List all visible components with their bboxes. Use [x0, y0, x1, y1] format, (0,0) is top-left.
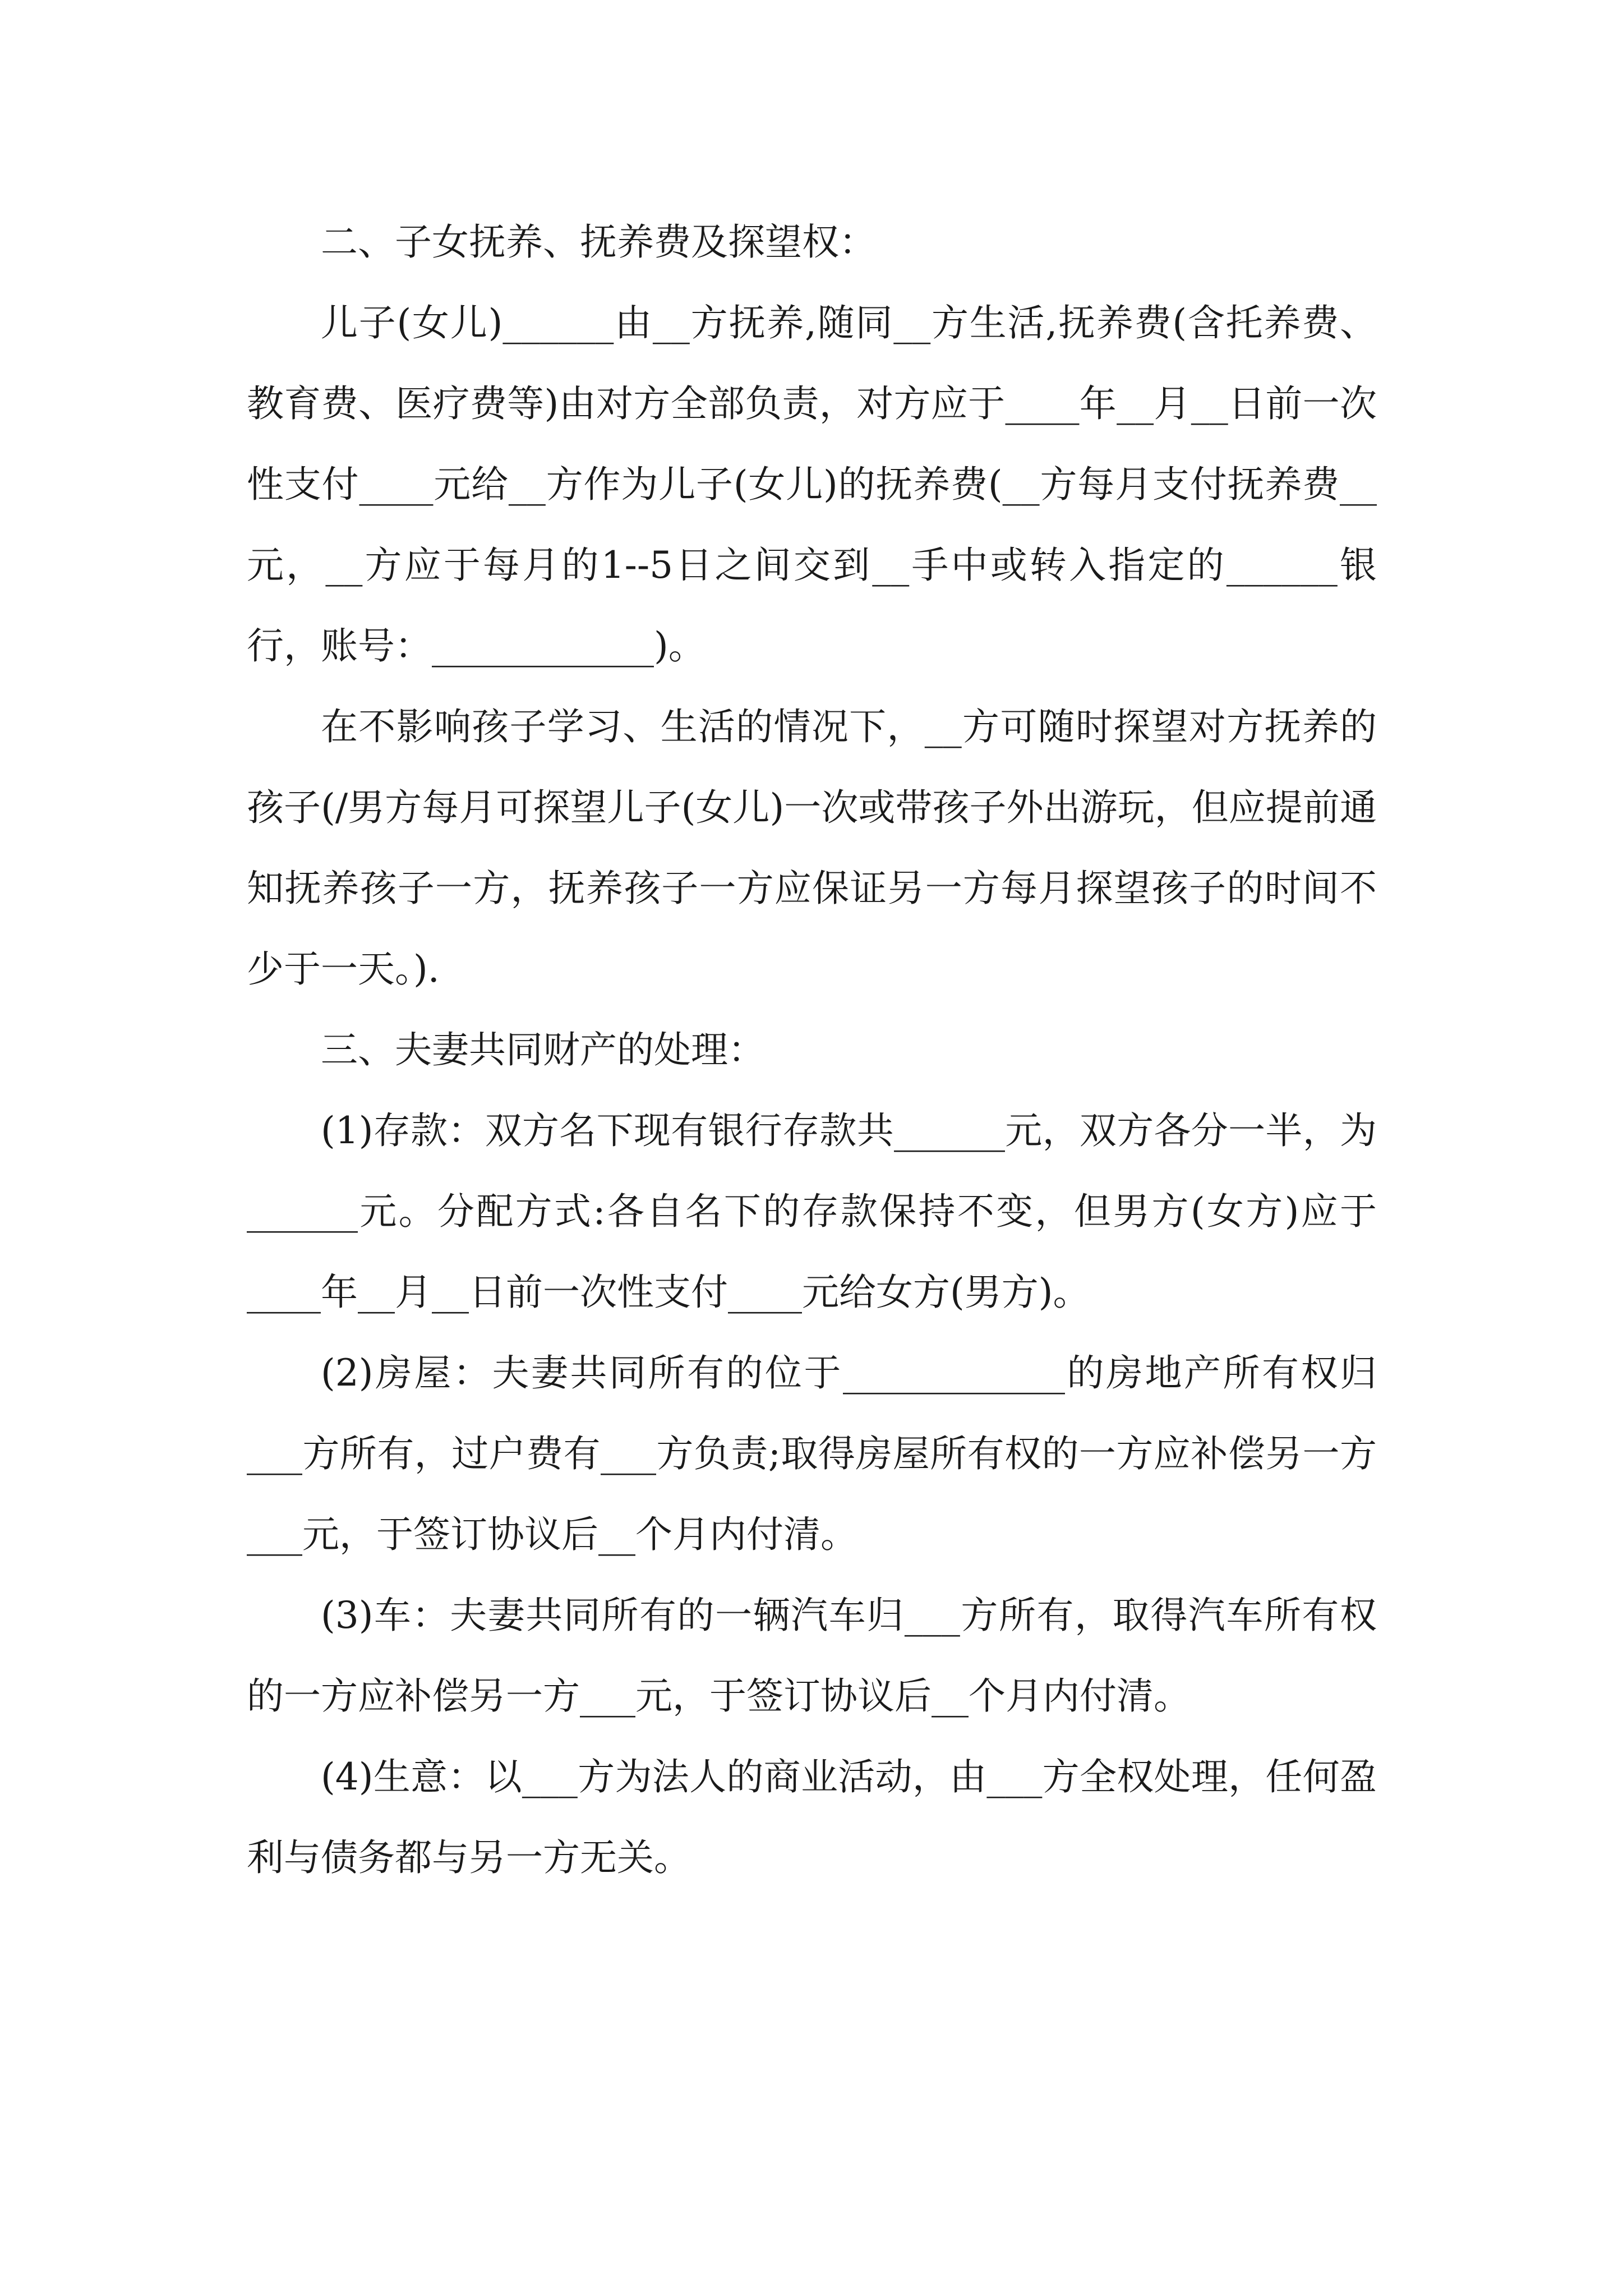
paragraph-visitation-rights: 在不影响孩子学习、生活的情况下，__方可随时探望对方抚养的孩子(/男方每月可探望儿子(女儿)一次或带孩子外出游玩，但应提前通知抚养孩子一方，抚养孩子一方应保证另一方每月探望孩子的时间不少于一天。). [247, 705, 1377, 991]
section-heading-child-custody: 二、子女抚养、抚养费及探望权： [321, 220, 876, 264]
paragraph-business: (4)生意：以___方为法人的商业活动，由___方全权处理，任何盈利与债务都与另一方无关。 [247, 1755, 1377, 1879]
document-body [247, 202, 1377, 1898]
paragraph-house: (2)房屋：夫妻共同所有的位于____________的房地产所有权归___方所有，过户费有___方负责;取得房屋所有权的一方应补偿另一方___元，于签订协议后__个月内付清。 [247, 1351, 1377, 1556]
paragraph-car: (3)车：夫妻共同所有的一辆汽车归___方所有，取得汽车所有权的一方应补偿另一方___元，于签订协议后__个月内付清。 [247, 1594, 1377, 1718]
paragraph-child-support: 儿子(女儿)______由__方抚养,随同__方生活,抚养费(含托养费、教育费、医疗费等)由对方全部负责，对方应于____年__月__日前一次性支付____元给__方作为儿子(女儿)的抚养费(__方每月支付抚养费__元，__方应于每月的1--5日之间交到__手中或转入指定的______银行，账号：____________)。 [247, 301, 1377, 668]
section-heading-joint-property: 三、夫妻共同财产的处理： [321, 1028, 765, 1071]
paragraph-deposits: (1)存款：双方名下现有银行存款共______元，双方各分一半，为______元。分配方式:各自名下的存款保持不变，但男方(女方)应于____年__月__日前一次性支付____元给女方(男方)。 [247, 1109, 1377, 1314]
